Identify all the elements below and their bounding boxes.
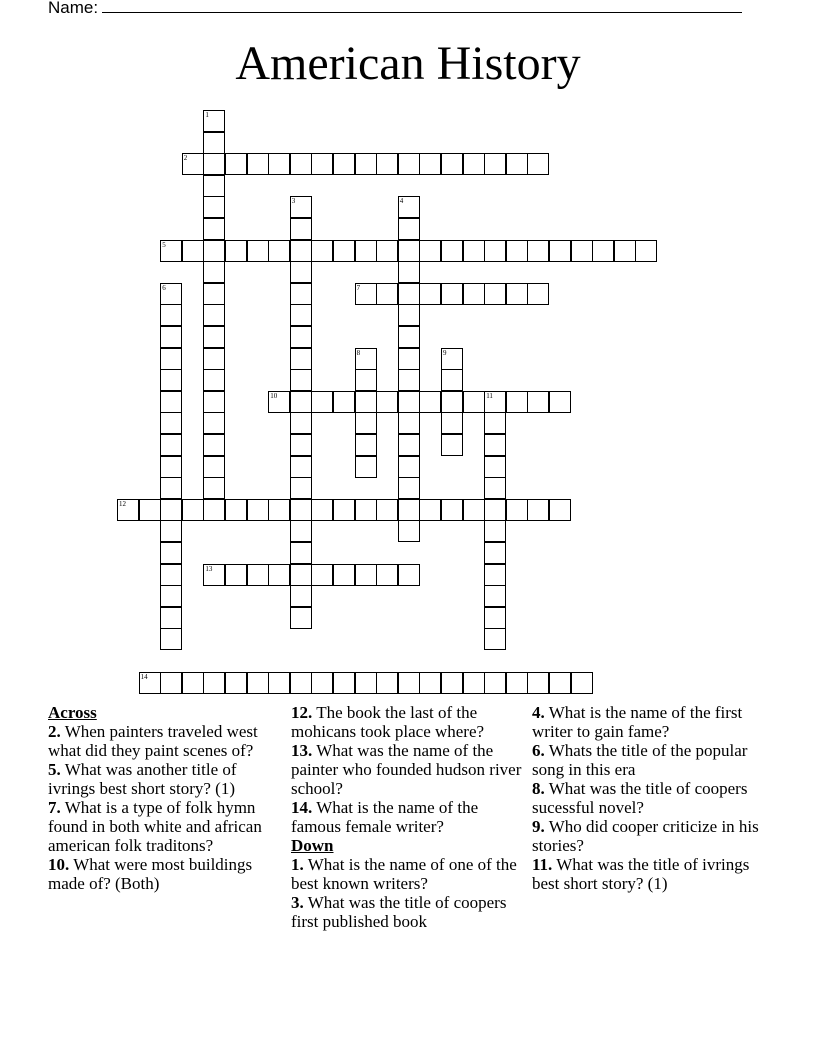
crossword-cell[interactable] bbox=[203, 196, 225, 218]
crossword-cell[interactable] bbox=[398, 240, 420, 262]
clue-text: What were most buildings made of? (Both) bbox=[48, 855, 253, 893]
crossword-cell[interactable] bbox=[484, 607, 506, 629]
page-title: American History bbox=[235, 37, 581, 90]
crossword-cell[interactable] bbox=[506, 153, 528, 175]
crossword-cell[interactable] bbox=[203, 412, 225, 434]
crossword-cell[interactable] bbox=[203, 672, 225, 694]
crossword-cell[interactable] bbox=[355, 369, 377, 391]
crossword-cell[interactable] bbox=[484, 434, 506, 456]
crossword-cell[interactable] bbox=[484, 585, 506, 607]
crossword-cell[interactable] bbox=[160, 542, 182, 564]
clue bbox=[532, 817, 767, 855]
crossword-cell[interactable] bbox=[160, 456, 182, 478]
clue-number: 2. bbox=[48, 722, 61, 741]
name-label: Name: bbox=[48, 0, 99, 17]
crossword-cell[interactable] bbox=[311, 672, 333, 694]
crossword-cell[interactable] bbox=[160, 369, 182, 391]
crossword-cell[interactable] bbox=[182, 240, 204, 262]
clue-number: 3. bbox=[291, 893, 304, 912]
clue-text: The book the last of the mohicans took place where? bbox=[291, 703, 485, 741]
crossword-cell[interactable] bbox=[290, 672, 312, 694]
crossword-cell[interactable] bbox=[398, 456, 420, 478]
clue-heading: Across bbox=[48, 703, 97, 722]
crossword-cell[interactable] bbox=[290, 304, 312, 326]
crossword-cell[interactable] bbox=[506, 240, 528, 262]
crossword-cell[interactable] bbox=[290, 196, 312, 218]
crossword-cell[interactable] bbox=[160, 672, 182, 694]
crossword-cell[interactable] bbox=[225, 240, 247, 262]
clue bbox=[48, 760, 283, 798]
clue-column-1 bbox=[48, 703, 283, 893]
crossword-cell[interactable] bbox=[247, 672, 269, 694]
crossword-cell[interactable] bbox=[333, 499, 355, 521]
crossword-cell[interactable] bbox=[290, 153, 312, 175]
crossword-cell[interactable] bbox=[355, 564, 377, 586]
crossword-cell[interactable] bbox=[139, 672, 161, 694]
crossword-cell[interactable] bbox=[290, 369, 312, 391]
crossword-cell[interactable] bbox=[225, 564, 247, 586]
crossword-cell[interactable] bbox=[441, 412, 463, 434]
clue bbox=[291, 703, 526, 741]
crossword-cell[interactable] bbox=[398, 434, 420, 456]
crossword-cell[interactable] bbox=[203, 499, 225, 521]
crossword-cell[interactable] bbox=[527, 153, 549, 175]
crossword-cell[interactable] bbox=[441, 240, 463, 262]
crossword-cell[interactable] bbox=[290, 585, 312, 607]
crossword-cell[interactable] bbox=[549, 391, 571, 413]
clue-text: Who did cooper criticize in his stories? bbox=[532, 817, 759, 855]
cell-number: 5 bbox=[162, 240, 166, 249]
crossword-cell[interactable] bbox=[419, 499, 441, 521]
crossword-cell[interactable] bbox=[311, 240, 333, 262]
crossword-cell[interactable] bbox=[398, 369, 420, 391]
clue bbox=[291, 855, 526, 893]
crossword-cell[interactable] bbox=[527, 283, 549, 305]
crossword-cell[interactable] bbox=[203, 132, 225, 154]
crossword-cell[interactable] bbox=[419, 672, 441, 694]
crossword-cell[interactable] bbox=[203, 218, 225, 240]
crossword-cell[interactable] bbox=[160, 304, 182, 326]
crossword-cell[interactable] bbox=[484, 520, 506, 542]
crossword-cell[interactable] bbox=[290, 542, 312, 564]
cell-number: 9 bbox=[443, 348, 447, 357]
crossword-cell[interactable] bbox=[203, 110, 225, 132]
crossword-cell[interactable] bbox=[441, 348, 463, 370]
cell-number: 2 bbox=[183, 154, 188, 163]
crossword-cell[interactable] bbox=[290, 499, 312, 521]
crossword-cell[interactable] bbox=[376, 391, 398, 413]
crossword-cell[interactable] bbox=[247, 499, 269, 521]
crossword-cell[interactable] bbox=[290, 240, 312, 262]
clue bbox=[291, 893, 526, 931]
crossword-cell[interactable] bbox=[398, 304, 420, 326]
cell-number: 3 bbox=[291, 197, 296, 206]
crossword-cell[interactable] bbox=[527, 391, 549, 413]
crossword-cell[interactable] bbox=[182, 153, 204, 175]
crossword-cell[interactable] bbox=[376, 240, 398, 262]
crossword-cell[interactable] bbox=[203, 391, 225, 413]
clue-number: 7. bbox=[48, 798, 61, 817]
crossword-cell[interactable] bbox=[398, 391, 420, 413]
crossword-cell[interactable] bbox=[398, 153, 420, 175]
cell-number: 14 bbox=[140, 672, 148, 681]
clue bbox=[532, 741, 767, 779]
crossword-cell[interactable] bbox=[203, 477, 225, 499]
crossword-cell[interactable] bbox=[203, 261, 225, 283]
crossword-cell[interactable] bbox=[333, 240, 355, 262]
crossword-cell[interactable] bbox=[290, 326, 312, 348]
crossword-cell[interactable] bbox=[355, 391, 377, 413]
crossword-cell[interactable] bbox=[355, 240, 377, 262]
crossword-cell[interactable] bbox=[527, 499, 549, 521]
crossword-cell[interactable] bbox=[463, 391, 485, 413]
crossword-cell[interactable] bbox=[484, 456, 506, 478]
clue-text: What is the name of the famous female writer? bbox=[291, 798, 479, 836]
crossword-cell[interactable] bbox=[117, 499, 139, 521]
crossword-cell[interactable] bbox=[506, 499, 528, 521]
crossword-cell[interactable] bbox=[441, 499, 463, 521]
crossword-cell[interactable] bbox=[355, 348, 377, 370]
crossword-cell[interactable] bbox=[160, 348, 182, 370]
crossword-cell[interactable] bbox=[441, 283, 463, 305]
clue-text: What was the name of the painter who founded hudson river school? bbox=[291, 741, 522, 798]
crossword-cell[interactable] bbox=[203, 369, 225, 391]
crossword-cell[interactable] bbox=[160, 520, 182, 542]
crossword-cell[interactable] bbox=[398, 261, 420, 283]
crossword-cell[interactable] bbox=[203, 283, 225, 305]
crossword-cell[interactable] bbox=[376, 153, 398, 175]
crossword-cell[interactable] bbox=[398, 520, 420, 542]
crossword-cell[interactable] bbox=[268, 240, 290, 262]
crossword-cell[interactable] bbox=[376, 499, 398, 521]
crossword-cell[interactable] bbox=[614, 240, 636, 262]
crossword-cell[interactable] bbox=[247, 564, 269, 586]
crossword-cell[interactable] bbox=[484, 153, 506, 175]
crossword-cell[interactable] bbox=[160, 477, 182, 499]
crossword-cell[interactable] bbox=[333, 153, 355, 175]
crossword-cell[interactable] bbox=[225, 153, 247, 175]
clue-text: Whats the title of the popular song in this era bbox=[532, 741, 748, 779]
clue-text: What was the title of coopers sucessful novel? bbox=[532, 779, 748, 817]
clue bbox=[291, 798, 526, 836]
crossword-cell[interactable] bbox=[268, 499, 290, 521]
crossword-cell[interactable] bbox=[419, 391, 441, 413]
crossword-cell[interactable] bbox=[484, 391, 506, 413]
crossword-cell[interactable] bbox=[333, 564, 355, 586]
crossword-cell[interactable] bbox=[398, 348, 420, 370]
crossword-cell[interactable] bbox=[398, 477, 420, 499]
crossword-cell[interactable] bbox=[160, 564, 182, 586]
crossword-cell[interactable] bbox=[398, 326, 420, 348]
crossword-cell[interactable] bbox=[355, 499, 377, 521]
crossword-cell[interactable] bbox=[203, 564, 225, 586]
clue-number: 11. bbox=[532, 855, 553, 874]
crossword-cell[interactable] bbox=[203, 326, 225, 348]
crossword-cell[interactable] bbox=[398, 412, 420, 434]
crossword-cell[interactable] bbox=[203, 304, 225, 326]
crossword-cell[interactable] bbox=[441, 434, 463, 456]
crossword-cell[interactable] bbox=[268, 672, 290, 694]
cell-number: 8 bbox=[356, 348, 361, 357]
crossword-cell[interactable] bbox=[355, 412, 377, 434]
clue-number: 13. bbox=[291, 741, 313, 760]
crossword-cell[interactable] bbox=[290, 348, 312, 370]
crossword-cell[interactable] bbox=[290, 607, 312, 629]
crossword-cell[interactable] bbox=[290, 520, 312, 542]
crossword-cell[interactable] bbox=[160, 283, 182, 305]
crossword-cell[interactable] bbox=[203, 456, 225, 478]
crossword-cell[interactable] bbox=[441, 391, 463, 413]
crossword-cell[interactable] bbox=[506, 672, 528, 694]
crossword-cell[interactable] bbox=[635, 240, 657, 262]
crossword-cell[interactable] bbox=[139, 499, 161, 521]
crossword-cell[interactable] bbox=[527, 240, 549, 262]
crossword-cell[interactable] bbox=[182, 499, 204, 521]
clue-number: 14. bbox=[291, 798, 313, 817]
clue-text: What was another title of ivrings best short story? (1) bbox=[48, 760, 237, 798]
clue-heading: Down bbox=[291, 836, 334, 855]
crossword-cell[interactable] bbox=[463, 499, 485, 521]
crossword-cell[interactable] bbox=[419, 153, 441, 175]
crossword-cell[interactable] bbox=[160, 628, 182, 650]
crossword-cell[interactable] bbox=[549, 499, 571, 521]
cell-number: 6 bbox=[162, 283, 166, 292]
clue-text: What is a type of folk hymn found in both white and african american folk traditons? bbox=[48, 798, 262, 855]
clue-text: When painters traveled west what did they paint scenes of? bbox=[48, 722, 258, 760]
crossword-cell[interactable] bbox=[484, 499, 506, 521]
crossword-cell[interactable] bbox=[484, 412, 506, 434]
crossword-cell[interactable] bbox=[290, 218, 312, 240]
cell-number: 13 bbox=[205, 564, 213, 573]
crossword-cell[interactable] bbox=[203, 153, 225, 175]
clue bbox=[532, 779, 767, 817]
crossword-cell[interactable] bbox=[160, 326, 182, 348]
crossword-cell[interactable] bbox=[506, 391, 528, 413]
clue bbox=[48, 798, 283, 855]
crossword-cell[interactable] bbox=[290, 456, 312, 478]
crossword-cell[interactable] bbox=[484, 240, 506, 262]
crossword-cell[interactable] bbox=[398, 283, 420, 305]
crossword-cell[interactable] bbox=[398, 196, 420, 218]
crossword-cell[interactable] bbox=[484, 477, 506, 499]
crossword-cell[interactable] bbox=[333, 391, 355, 413]
cell-number: 1 bbox=[205, 111, 209, 119]
crossword-cell[interactable] bbox=[268, 564, 290, 586]
cell-number: 4 bbox=[399, 197, 404, 206]
crossword-cell[interactable] bbox=[203, 348, 225, 370]
cell-number: 10 bbox=[270, 391, 278, 400]
cell-number: 11 bbox=[486, 391, 493, 400]
crossword-cell[interactable] bbox=[592, 240, 614, 262]
clue-number: 6. bbox=[532, 741, 545, 760]
clue-text: What was the title of coopers first published book bbox=[291, 893, 507, 931]
crossword-cell[interactable] bbox=[441, 672, 463, 694]
clue-number: 1. bbox=[291, 855, 304, 874]
crossword-cell[interactable] bbox=[268, 153, 290, 175]
crossword-cell[interactable] bbox=[484, 283, 506, 305]
crossword-cell[interactable] bbox=[311, 499, 333, 521]
crossword-cell[interactable] bbox=[225, 672, 247, 694]
crossword-cell[interactable] bbox=[182, 672, 204, 694]
crossword-cell[interactable] bbox=[355, 672, 377, 694]
crossword-cell[interactable] bbox=[571, 240, 593, 262]
clue-number: 10. bbox=[48, 855, 70, 874]
crossword-cell[interactable] bbox=[247, 240, 269, 262]
crossword-cell[interactable] bbox=[247, 153, 269, 175]
clue-number: 8. bbox=[532, 779, 545, 798]
crossword-cell[interactable] bbox=[225, 499, 247, 521]
clue-number: 12. bbox=[291, 703, 313, 722]
crossword-cell[interactable] bbox=[398, 564, 420, 586]
clue-number: 9. bbox=[532, 817, 545, 836]
crossword-cell[interactable] bbox=[290, 283, 312, 305]
clue-column-3 bbox=[532, 703, 767, 893]
crossword-cell[interactable] bbox=[160, 412, 182, 434]
cell-number: 7 bbox=[356, 283, 361, 292]
crossword-cell[interactable] bbox=[441, 369, 463, 391]
crossword-cell[interactable] bbox=[484, 672, 506, 694]
crossword-cell[interactable] bbox=[290, 564, 312, 586]
crossword-cell[interactable] bbox=[419, 283, 441, 305]
crossword-cell[interactable] bbox=[398, 218, 420, 240]
crossword-cell[interactable] bbox=[376, 672, 398, 694]
crossword-cell[interactable] bbox=[463, 240, 485, 262]
crossword-cell[interactable] bbox=[419, 240, 441, 262]
crossword-cell[interactable] bbox=[311, 564, 333, 586]
crossword-cell[interactable] bbox=[160, 391, 182, 413]
crossword-cell[interactable] bbox=[571, 672, 593, 694]
crossword-cell[interactable] bbox=[376, 564, 398, 586]
crossword-cell[interactable] bbox=[333, 672, 355, 694]
crossword-cell[interactable] bbox=[290, 391, 312, 413]
crossword-cell[interactable] bbox=[398, 499, 420, 521]
crossword-cell[interactable] bbox=[549, 240, 571, 262]
crossword-cell[interactable] bbox=[463, 672, 485, 694]
crossword-cell[interactable] bbox=[463, 283, 485, 305]
clue-number: 5. bbox=[48, 760, 61, 779]
clue-text: What was the title of ivrings best short story? (1) bbox=[532, 855, 750, 893]
clue-text: What is the name of one of the best known writers? bbox=[291, 855, 517, 893]
crossword-cell[interactable] bbox=[203, 175, 225, 197]
crossword-cell[interactable] bbox=[160, 499, 182, 521]
crossword-cell[interactable] bbox=[311, 391, 333, 413]
crossword-cell[interactable] bbox=[376, 283, 398, 305]
clue bbox=[48, 722, 283, 760]
clue bbox=[532, 855, 767, 893]
crossword-cell[interactable] bbox=[203, 240, 225, 262]
crossword-cell[interactable] bbox=[484, 628, 506, 650]
crossword-cell[interactable] bbox=[290, 477, 312, 499]
cell-number: 12 bbox=[119, 499, 126, 508]
clue-text: What is the name of the first writer to gain fame? bbox=[532, 703, 743, 741]
clue bbox=[48, 855, 283, 893]
crossword-cell[interactable] bbox=[160, 434, 182, 456]
crossword-cell[interactable] bbox=[484, 542, 506, 564]
clue bbox=[291, 741, 526, 798]
crossword-cell[interactable] bbox=[355, 434, 377, 456]
crossword-cell[interactable] bbox=[290, 261, 312, 283]
crossword-cell[interactable] bbox=[527, 672, 549, 694]
crossword-cell[interactable] bbox=[441, 153, 463, 175]
crossword-cell[interactable] bbox=[290, 434, 312, 456]
crossword-cell[interactable] bbox=[268, 391, 290, 413]
crossword-cell[interactable] bbox=[203, 434, 225, 456]
clue bbox=[532, 703, 767, 741]
crossword-cell[interactable] bbox=[160, 585, 182, 607]
crossword-cell[interactable] bbox=[355, 456, 377, 478]
crossword-cell[interactable] bbox=[484, 564, 506, 586]
clue-number: 4. bbox=[532, 703, 545, 722]
crossword-cell[interactable] bbox=[160, 607, 182, 629]
crossword-cell[interactable] bbox=[398, 672, 420, 694]
crossword-cell[interactable] bbox=[355, 153, 377, 175]
crossword-cell[interactable] bbox=[160, 240, 182, 262]
clue-column-2 bbox=[291, 703, 526, 931]
crossword-cell[interactable] bbox=[290, 412, 312, 434]
crossword-cell[interactable] bbox=[355, 283, 377, 305]
crossword-cell[interactable] bbox=[463, 153, 485, 175]
crossword-cell[interactable] bbox=[311, 153, 333, 175]
crossword-cell[interactable] bbox=[549, 672, 571, 694]
crossword-cell[interactable] bbox=[506, 283, 528, 305]
